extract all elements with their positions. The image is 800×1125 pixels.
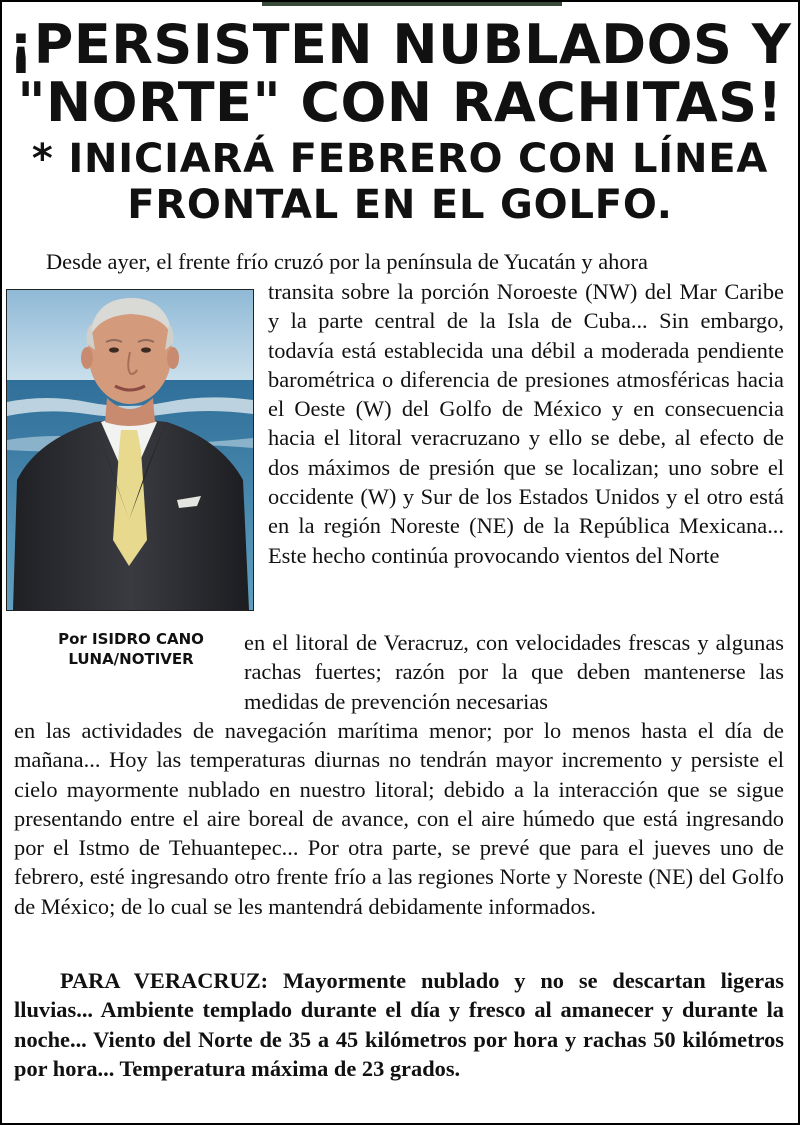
author-byline	[18, 629, 244, 669]
subheadline-line-2: FRONTAL EN EL GOLFO.	[127, 182, 673, 228]
forecast-paragraph: PARA VERACRUZ: Mayormente nublado y no se descartan ligeras lluvias... Ambiente templado durante el día y fresco al amanecer y durante la noche... Viento del Norte de 35 a 45 kilómetros por hora y rachas 50 kilómetros por hora... Temperatura máxima de 23 grados.	[14, 968, 784, 1081]
article-text-beside-photo: transita sobre la porción Noroeste (NW) del Mar Caribe y la parte central de la Isla de Cuba... Sin embargo, todavía está establecida una débil a moderada pendiente barométrica o diferencia de presiones atmosféricas hacia el Oeste (W) del Golfo de México y en consecuencia hacia el litoral veracruzano y ello se debe, al efecto de dos máximos de presión que se localizan; uno sobre el occidente (W) y Sur de los Estados Unidos y el otro está en la región Noreste (NE) de la República Mexicana... Este hecho continúa provocando vientos del Norte	[268, 279, 784, 568]
headline-line-1: ¡PERSISTEN NUBLADOS Y	[8, 13, 792, 76]
top-rule	[262, 2, 562, 6]
subheadline	[2, 136, 798, 228]
byline-line-1: Por ISIDRO CANO	[58, 630, 204, 648]
author-photo	[6, 289, 254, 611]
article-text-beside-byline: en el litoral de Veracruz, con velocidades frescas y algunas rachas fuertes; razón por la que deben mantenerse las medidas de prevención necesarias	[244, 630, 784, 714]
subheadline-line-1: * INICIARÁ FEBRERO CON LÍNEA	[31, 136, 769, 182]
article-intro: Desde ayer, el frente frío cruzó por la península de Yucatán y ahora	[46, 249, 648, 274]
byline-line-2: LUNA/NOTIVER	[68, 650, 194, 668]
article-text-full-width: en las actividades de navegación marítima menor; por lo menos hasta el día de mañana... Hoy las temperaturas diurnas no tendrán mayor incremento y persiste el cielo mayormente nublado en nuestro litoral; debido a la interacción que se sigue presentando entre el aire boreal de avance, con el aire húmedo que está ingresando por el Istmo de Tehuantepec... Por otra parte, se prevé que para el jueves uno de febrero, esté ingresando otro frente frío a las regiones Norte y Noreste (NE) del Golfo de México; de lo cual se les mantendrá debidamente informados.	[14, 718, 784, 919]
headline-line-2: "NORTE" CON RACHITAS!	[17, 71, 783, 134]
headline	[2, 13, 798, 134]
